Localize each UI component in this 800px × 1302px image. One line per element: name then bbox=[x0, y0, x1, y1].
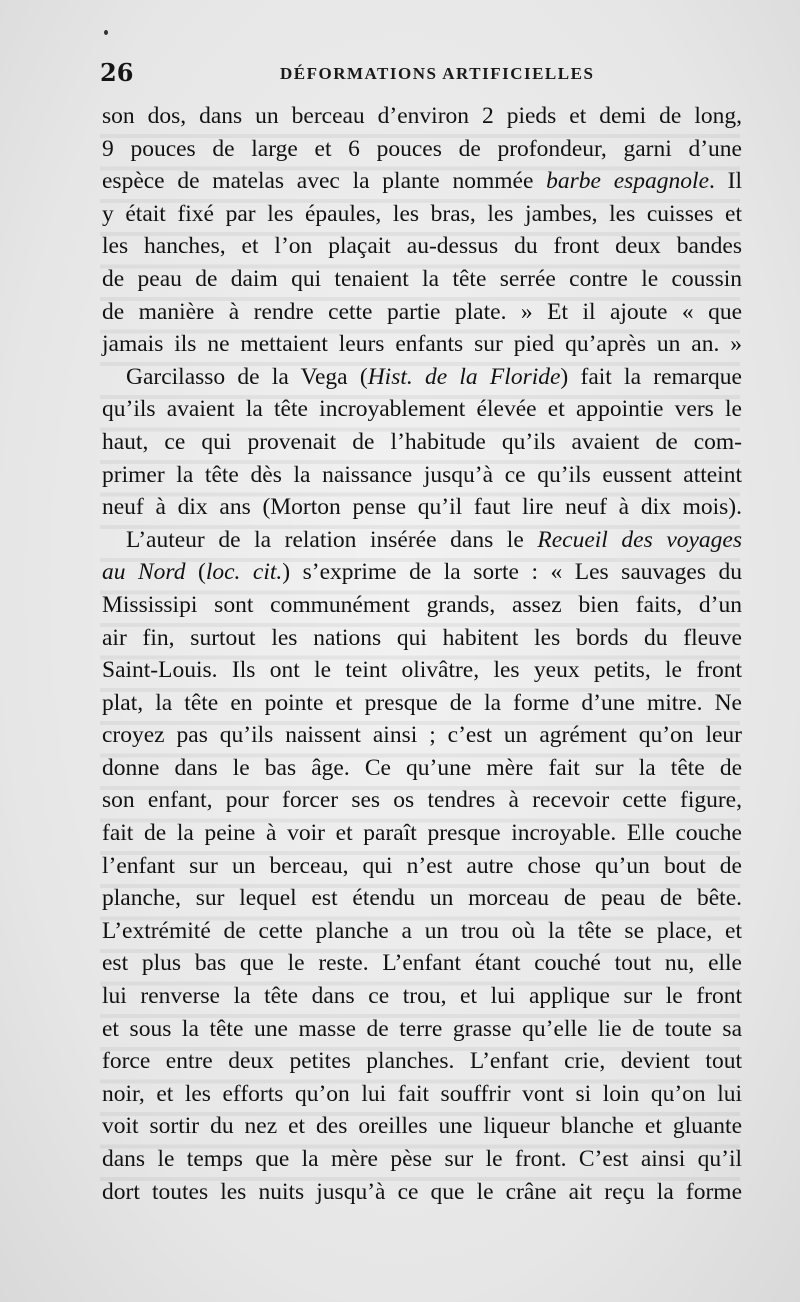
text-line bbox=[102, 328, 742, 361]
text-segment: ( bbox=[185, 559, 206, 586]
body-text bbox=[102, 100, 742, 1208]
text-segment: y était fixé par les épaules, les bras, les jambes, les cuisses et bbox=[102, 200, 742, 227]
text-segment: air fin, surtout les nations qui habitent les bords du fleuve bbox=[102, 624, 742, 651]
text-segment: son dos, dans un berceau d’environ 2 pieds et demi de long, bbox=[102, 103, 742, 129]
text-line bbox=[102, 393, 742, 426]
text-line bbox=[102, 165, 742, 198]
text-segment: planche, sur lequel est étendu un morceau de peau de bête. bbox=[102, 885, 742, 912]
text-segment: l’enfant sur un berceau, qui n’est autre chose qu’un bout de bbox=[102, 852, 742, 879]
text-line bbox=[102, 556, 742, 589]
text-line bbox=[102, 198, 742, 231]
text-segment: jamais ils ne mettaient leurs enfants sur pied qu’après un an. » bbox=[102, 331, 742, 358]
text-line bbox=[102, 100, 742, 133]
italic-text: Hist. de la Floride bbox=[367, 363, 561, 390]
text-segment: Mississipi sont communément grands, assez bien faits, d’un bbox=[102, 591, 742, 618]
text-line bbox=[102, 426, 742, 459]
text-line bbox=[102, 1045, 742, 1078]
text-line bbox=[102, 1143, 742, 1176]
text-line bbox=[102, 1176, 742, 1209]
text-line bbox=[102, 752, 742, 785]
text-segment: neuf à dix ans (Morton pense qu’il faut lire neuf à dix mois). bbox=[102, 494, 742, 521]
text-segment: plat, la tête en pointe et presque de la forme d’une mitre. Ne bbox=[102, 689, 742, 716]
text-line bbox=[102, 1110, 742, 1143]
text-line bbox=[102, 589, 742, 622]
text-segment: Saint-Louis. Ils ont le teint olivâtre, les yeux petits, le front bbox=[102, 657, 742, 684]
text-segment: voit sortir du nez et des oreilles une liqueur blanche et gluante bbox=[102, 1113, 742, 1140]
italic-text: loc. cit. bbox=[205, 559, 283, 586]
text-segment: . Il bbox=[709, 168, 742, 195]
text-line bbox=[102, 622, 742, 655]
italic-text: Recueil des voyages bbox=[537, 526, 743, 553]
text-segment: ) s’exprime de la sorte : « Les sauvages du bbox=[282, 559, 743, 586]
text-segment: Garcilasso de la Vega ( bbox=[126, 363, 368, 390]
italic-text: barbe espagnole bbox=[546, 168, 709, 195]
text-line bbox=[102, 784, 742, 817]
text-segment: espèce de matelas avec la plante nommée bbox=[102, 168, 547, 195]
text-segment: croyez pas qu’ils naissent ainsi ; c’est un agrément qu’on leur bbox=[102, 722, 742, 749]
text-segment: dans le temps que la mère pèse sur le front. C’est ainsi qu’il bbox=[102, 1146, 742, 1172]
text-line bbox=[102, 915, 742, 948]
text-segment: et sous la tête une masse de terre grasse qu’elle lie de toute sa bbox=[102, 1015, 742, 1042]
text-line bbox=[102, 980, 742, 1013]
text-segment: 9 pouces de large et 6 pouces de profondeur, garni d’une bbox=[102, 135, 742, 162]
text-line bbox=[102, 230, 742, 263]
text-segment: donne dans le bas âge. Ce qu’une mère fait sur la tête de bbox=[102, 754, 742, 781]
running-title: DÉFORMATIONS ARTIFICIELLES bbox=[280, 64, 595, 83]
text-segment: les hanches, et l’on plaçait au-dessus du front deux bandes bbox=[102, 233, 742, 260]
text-segment: L’auteur de la relation insérée dans le bbox=[126, 526, 538, 553]
text-line bbox=[102, 361, 742, 394]
text-segment: dort toutes les nuits jusqu’à ce que le crâne ait reçu la forme bbox=[102, 1178, 742, 1205]
text-line bbox=[102, 133, 742, 166]
page-header bbox=[100, 58, 740, 92]
text-line bbox=[102, 524, 742, 557]
italic-text: au Nord bbox=[102, 559, 186, 586]
text-line bbox=[102, 817, 742, 850]
text-line bbox=[102, 850, 742, 883]
text-segment: L’extrémité de cette planche a un trou où la tête se place, et bbox=[102, 917, 742, 944]
page-number: 26 bbox=[100, 58, 134, 87]
text-line bbox=[102, 459, 742, 492]
text-segment: de manière à rendre cette partie plate. » Et il ajoute « que bbox=[102, 298, 742, 325]
text-segment: haut, ce qui provenait de l’habitude qu’ils avaient de com- bbox=[102, 428, 742, 455]
text-line bbox=[102, 654, 742, 687]
text-line bbox=[102, 719, 742, 752]
text-segment: est plus bas que le reste. L’enfant étant couché tout nu, elle bbox=[102, 950, 742, 977]
text-line bbox=[102, 1078, 742, 1111]
ink-speck bbox=[104, 30, 108, 35]
text-line bbox=[102, 296, 742, 329]
text-segment: fait de la peine à voir et paraît presque incroyable. Elle couche bbox=[102, 820, 742, 847]
text-segment: noir, et les efforts qu’on lui fait souffrir vont si loin qu’on lui bbox=[102, 1080, 742, 1107]
text-segment: de peau de daim qui tenaient la tête serrée contre le coussin bbox=[102, 265, 742, 292]
text-line bbox=[102, 491, 742, 524]
text-segment: primer la tête dès la naissance jusqu’à ce qu’ils eussent atteint bbox=[102, 461, 742, 488]
text-segment: ) fait la remarque bbox=[560, 363, 742, 390]
text-segment: qu’ils avaient la tête incroyablement élevée et appointie vers le bbox=[102, 396, 742, 423]
text-line bbox=[102, 882, 742, 915]
text-line bbox=[102, 1013, 742, 1046]
text-line bbox=[102, 947, 742, 980]
text-line bbox=[102, 263, 742, 296]
text-line bbox=[102, 687, 742, 720]
text-segment: lui renverse la tête dans ce trou, et lui applique sur le front bbox=[102, 983, 742, 1010]
text-segment: son enfant, pour forcer ses os tendres à recevoir cette figure, bbox=[102, 787, 742, 814]
text-segment: force entre deux petites planches. L’enfant crie, devient tout bbox=[102, 1048, 742, 1075]
